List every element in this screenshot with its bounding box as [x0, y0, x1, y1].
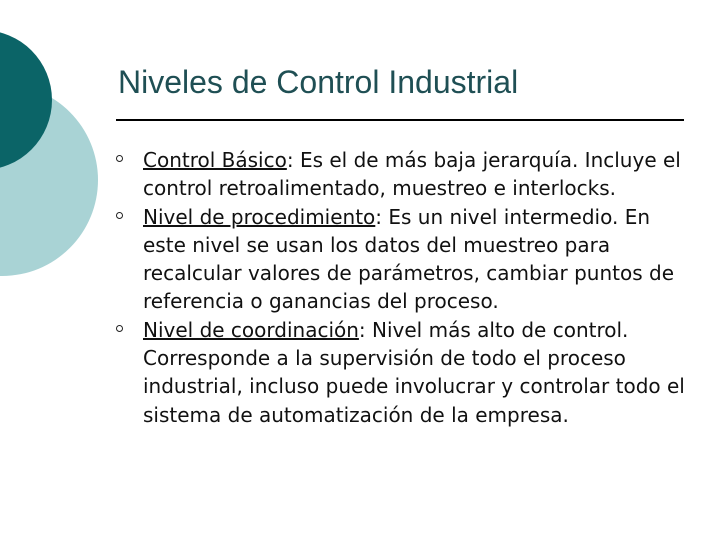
- bullet-item-coordination: [116, 316, 686, 429]
- slide-title: Niveles de Control Industrial: [118, 64, 519, 100]
- bullet-list: [116, 146, 686, 429]
- bullet-text: : Nivel más alto de control. Corresponde a la supervisión de todo el proceso industrial, incluso puede involucrar y controlar todo el sistema de automatización de la empresa.: [143, 317, 685, 427]
- bullet-item-basic: [116, 146, 686, 203]
- circle-bullet-icon: [116, 325, 123, 332]
- circle-bullet-icon: [116, 212, 123, 219]
- bullet-term: Control Básico: [143, 148, 287, 172]
- circle-bullet-icon: [116, 155, 123, 162]
- title-divider: [116, 119, 684, 121]
- bullet-item-procedure: [116, 203, 686, 316]
- decorative-circles: [0, 0, 110, 300]
- bullet-text: : Es un nivel intermedio. En este nivel se usan los datos del muestreo para recalcular valores de parámetros, cambiar puntos de referencia o ganancias del proceso.: [143, 204, 675, 314]
- bullet-term: Nivel de procedimiento: [143, 204, 376, 229]
- bullet-text: : Es el de más baja jerarquía. Incluye el control retroalimentado, muestreo e interlocks.: [143, 148, 681, 201]
- bullet-term: Nivel de coordinación: [143, 317, 359, 342]
